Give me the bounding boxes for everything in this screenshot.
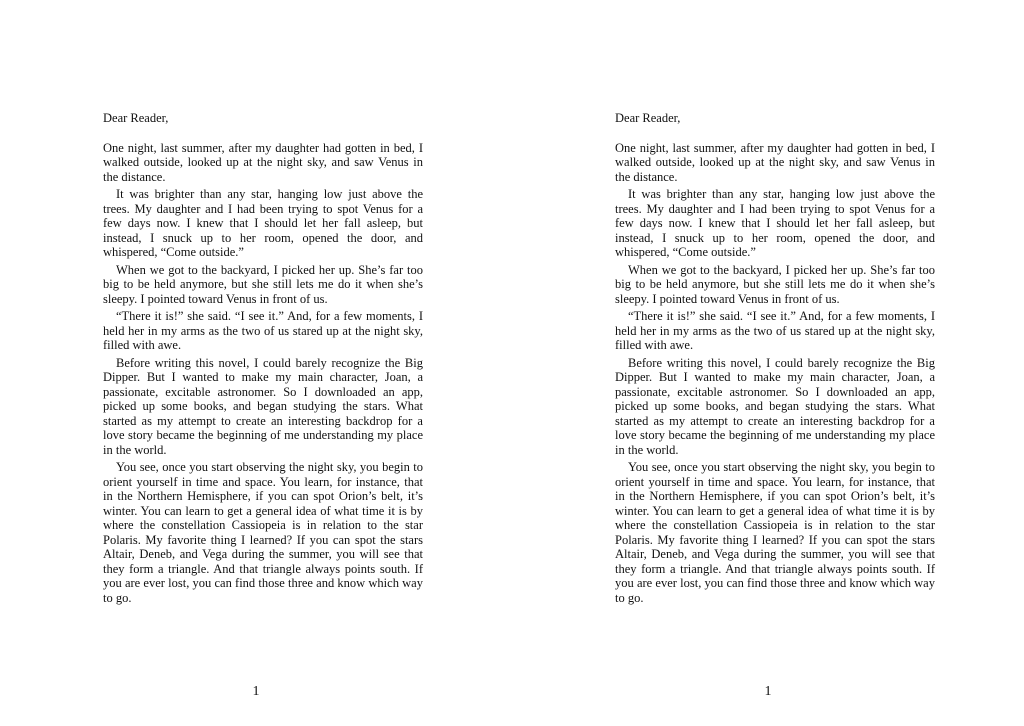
salutation: Dear Reader, [615, 111, 681, 125]
paragraph: One night, last summer, after my daughter had gotten in bed, I walked outside, looked up at the night sky, and saw Venus in the distance. [103, 140, 423, 184]
paragraph: You see, once you start observing the night sky, you begin to orient yourself in time and space. You learn, for instance, that in the Northern Hemisphere, if you can spot Orion’s belt, it’s winter. You can learn to get a general idea of what time it is by where the constellation Cassiopeia is in relation to the star Polaris. My favorite thing I learned? If you can spot the stars Altair, Deneb, and Vega during the summer, you will see that they form a triangle. And that triangle always points south. If you are ever lost, you can find those three and know which way to go. [615, 460, 935, 605]
paragraph: Before writing this novel, I could barely recognize the Big Dipper. But I wanted to make my main character, Joan, a passionate, excitable astronomer. So I downloaded an app, picked up some books, and began studying the stars. What started as my attempt to create an interesting backdrop for a love story became the beginning of me understanding my place in the world. [103, 355, 423, 457]
salutation: Dear Reader, [103, 111, 169, 125]
paragraph: It was brighter than any star, hanging low just above the trees. My daughter and I had been trying to spot Venus for a few days now. I knew that I should let her fall asleep, but instead, I snuck up to her room, opened the door, and whispered, “Come outside.” [615, 187, 935, 259]
right-page [512, 0, 1024, 726]
page-number: 1 [252, 684, 260, 699]
paragraph: It was brighter than any star, hanging low just above the trees. My daughter and I had been trying to spot Venus for a few days now. I knew that I should let her fall asleep, but instead, I snuck up to her room, opened the door, and whispered, “Come outside.” [103, 187, 423, 259]
paragraph: You see, once you start observing the night sky, you begin to orient yourself in time and space. You learn, for instance, that in the Northern Hemisphere, if you can spot Orion’s belt, it’s winter. You can learn to get a general idea of what time it is by where the constellation Cassiopeia is in relation to the star Polaris. My favorite thing I learned? If you can spot the stars Altair, Deneb, and Vega during the summer, you will see that they form a triangle. And that triangle always points south. If you are ever lost, you can find those three and know which way to go. [103, 460, 423, 605]
paragraph: “There it is!” she said. “I see it.” And, for a few moments, I held her in my arms as the two of us stared up at the night sky, filled with awe. [615, 309, 935, 352]
letter-body [103, 111, 423, 608]
paragraph: “There it is!” she said. “I see it.” And, for a few moments, I held her in my arms as the two of us stared up at the night sky, filled with awe. [103, 309, 423, 352]
paragraph: When we got to the backyard, I picked her up. She’s far too big to be held anymore, but she still lets me do it when she’s sleepy. I pointed toward Venus in front of us. [103, 262, 423, 306]
paragraph: When we got to the backyard, I picked her up. She’s far too big to be held anymore, but she still lets me do it when she’s sleepy. I pointed toward Venus in front of us. [615, 262, 935, 306]
letter-body [615, 111, 935, 608]
paragraph: One night, last summer, after my daughter had gotten in bed, I walked outside, looked up at the night sky, and saw Venus in the distance. [615, 140, 935, 184]
paragraph: Before writing this novel, I could barely recognize the Big Dipper. But I wanted to make my main character, Joan, a passionate, excitable astronomer. So I downloaded an app, picked up some books, and began studying the stars. What started as my attempt to create an interesting backdrop for a love story became the beginning of me understanding my place in the world. [615, 355, 935, 457]
page-number: 1 [764, 684, 772, 699]
